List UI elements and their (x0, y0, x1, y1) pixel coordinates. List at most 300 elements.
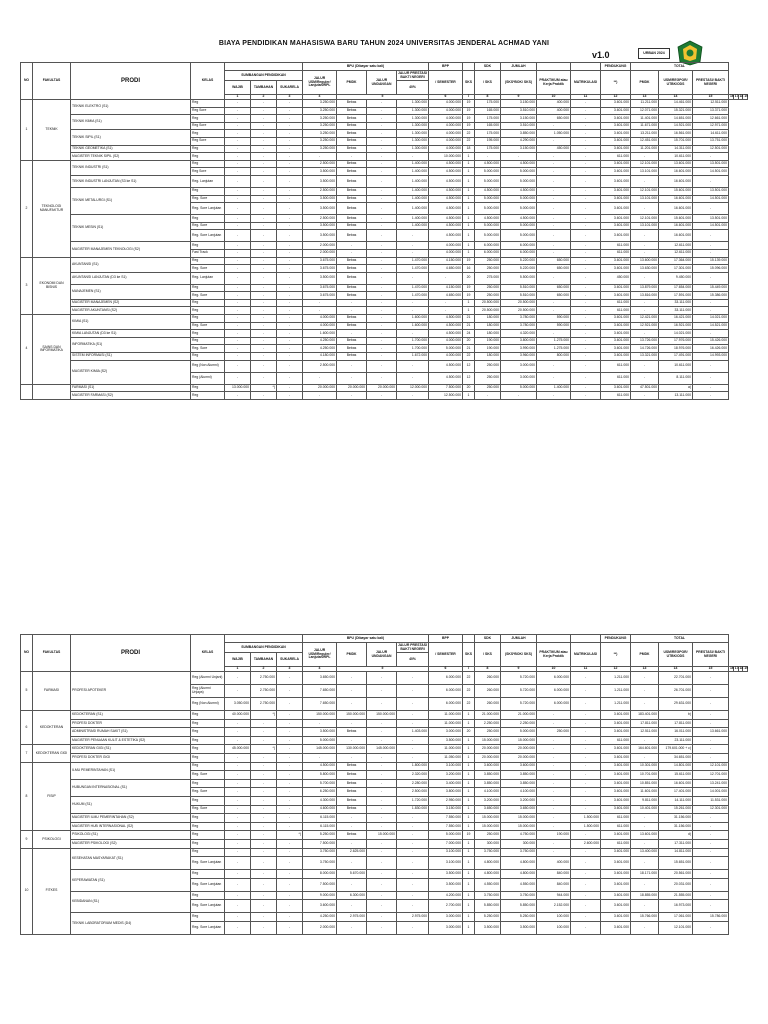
cell-value: - (225, 814, 251, 823)
cell-value: 15.601.000 (659, 187, 693, 195)
cell-value: 20.500.000 (501, 299, 537, 307)
cell-value: 250.000 (475, 292, 501, 300)
prodi-name: AKUNTANSI LANJUTAN (D3 ke S1) (71, 272, 191, 284)
cell-value: - (251, 145, 277, 153)
cell-value: 1.211.000 (601, 698, 631, 711)
cell-value: 4.500.000 (429, 160, 463, 168)
cell-value: - (631, 360, 659, 372)
cell-value: - (367, 345, 397, 353)
cell-value: 1 (463, 814, 475, 823)
cell-value: - (631, 203, 659, 215)
cell-value: 3.780.000 (501, 322, 537, 330)
cell-value: 3.960.000 (501, 353, 537, 361)
cell-value: 4.500.000 (303, 762, 337, 771)
cell-value: 5.000.000 (475, 203, 501, 215)
cell-value: 9.811.000 (631, 796, 659, 805)
cell-value: - (225, 242, 251, 250)
table-row (21, 175, 748, 187)
cell-value: 4.650.000 (429, 265, 463, 273)
cell-value: - (397, 685, 429, 698)
cell-value: 150.000.000 (367, 711, 397, 720)
cell-value: - (693, 698, 729, 711)
cell-value: 13.661.000 (693, 728, 729, 737)
cell-value: 1.720.000 (397, 796, 429, 805)
cell-value: 3.250.000 (303, 145, 337, 153)
cell-value: - (631, 672, 659, 685)
faculty-number: 2 (21, 160, 33, 257)
cell-value: - (571, 257, 601, 265)
cell-value: - (429, 307, 463, 315)
table-row (21, 672, 748, 685)
cell-value: 3.601.000 (601, 384, 631, 392)
cell-value: 5.000.000 (501, 195, 537, 203)
cell-value: - (367, 292, 397, 300)
cell-value: - (225, 137, 251, 145)
cell-value: Bebas (337, 292, 367, 300)
cell-value: - (251, 330, 277, 338)
cell-value: 650.000 (537, 115, 571, 123)
cell-value: - (571, 900, 601, 913)
cell-value: 14.021.000 (659, 330, 693, 338)
cell-value: - (251, 796, 277, 805)
cell-value: 4.500.000 (429, 187, 463, 195)
cell-value: 944.000 (537, 891, 571, 900)
cell-value: - (225, 160, 251, 168)
cell-value: - (251, 736, 277, 745)
cell-value: 183.401.000 (631, 711, 659, 720)
col-percent: 40% (397, 653, 429, 667)
kelas-value: Reg (191, 153, 225, 161)
cell-value: 260.000 (475, 672, 501, 685)
cell-value: - (277, 242, 303, 250)
cell-value: - (693, 736, 729, 745)
cell-value: 4.290.000 (501, 137, 537, 145)
cell-value: 3.601.000 (601, 115, 631, 123)
cell-value: 20.031.000 (659, 878, 693, 891)
cell-value: 1 (463, 857, 475, 870)
cell-value: - (225, 222, 251, 230)
col-wajib: WAJIB (225, 653, 251, 667)
kelas-value: Reg (191, 145, 225, 153)
cell-value: 20.000.000 (501, 753, 537, 762)
prodi-name: ILMU PEMERINTAHAN (S1) (71, 762, 191, 779)
cell-value: 5.000.000 (501, 728, 537, 737)
cell-value: 3.601.000 (601, 779, 631, 788)
table-row (21, 353, 748, 361)
cell-value: 1.300.000 (397, 100, 429, 108)
cell-value: - (277, 857, 303, 870)
col-matrikulasi-top (571, 635, 601, 643)
cell-value: 6.000.000 (429, 672, 463, 685)
cell-value: *) (251, 711, 277, 720)
table-row (21, 728, 748, 737)
cell-value: 4.100.000 (475, 788, 501, 797)
cell-value: - (571, 230, 601, 242)
col-tambahan: TAMBAHAN (251, 81, 277, 95)
cell-value: 650.000 (537, 257, 571, 265)
cell-value: 17.061.000 (659, 913, 693, 922)
cell-value: - (631, 698, 659, 711)
cell-value: - (693, 745, 729, 754)
prodi-name: PROFESI APOTEKER (71, 672, 191, 711)
cell-value: - (277, 913, 303, 922)
cell-value: 3.650.000 (501, 805, 537, 814)
cell-value: 5.250.000 (475, 913, 501, 922)
kelas-value: Reg (191, 384, 225, 392)
cell-value: - (693, 839, 729, 848)
table-row (21, 796, 748, 805)
kelas-value: Reg (191, 891, 225, 900)
cell-value: 400.000 (537, 857, 571, 870)
cell-value: 12.421.000 (631, 315, 659, 323)
cell-value: - (571, 299, 601, 307)
kelas-value: Reg. Lanjutan (191, 175, 225, 187)
cell-value: - (571, 272, 601, 284)
col-total-prestasi: PRESTASI/ BAKTI NEGERI (693, 71, 729, 95)
cell-value: 5.720.000 (501, 685, 537, 698)
cell-value: 20.500.000 (475, 307, 501, 315)
cell-value: 12 (463, 372, 475, 384)
cell-value: 3.100.000 (429, 848, 463, 857)
kelas-value: Reg (Non Alumni) (191, 698, 225, 711)
cell-value: - (367, 122, 397, 130)
cell-value: - (367, 115, 397, 123)
cell-value: - (631, 242, 659, 250)
cell-value: *) (251, 745, 277, 754)
cell-value: 3.601.000 (601, 130, 631, 138)
cell-value: - (367, 878, 397, 891)
cell-value: - (571, 284, 601, 292)
col-prodi: PRODI (71, 635, 191, 672)
cell-value: 1.672.000 (397, 353, 429, 361)
col-number: 1 (225, 667, 251, 672)
cell-value: 590.000 (537, 322, 571, 330)
cell-value: 250.000 (475, 831, 501, 840)
cell-value: - (571, 100, 601, 108)
cell-value: - (571, 203, 601, 215)
cell-value: 4.500.000 (429, 230, 463, 242)
cell-value: 1 (463, 230, 475, 242)
cell-value: - (277, 222, 303, 230)
cell-value: 4.000.000 (429, 115, 463, 123)
cell-value: 6.000.000 (429, 685, 463, 698)
cell-value: - (225, 337, 251, 345)
cell-value: 3.750.000 (303, 857, 337, 870)
table-row (21, 257, 748, 265)
cell-value: 1.400.000 (397, 195, 429, 203)
table-row (21, 814, 748, 823)
kelas-value: Reg (191, 215, 225, 223)
cell-value: 3.780.000 (501, 315, 537, 323)
col-sumbangan: SUMBANGAN PENDIDIKAN (225, 643, 303, 653)
cell-value: 12.071.000 (631, 107, 659, 115)
cell-value: 3.250.000 (303, 122, 337, 130)
kelas-value: Reg. Sore Lanjutan (191, 203, 225, 215)
col-number: 5 (337, 95, 429, 100)
prodi-name: ADMINISTRASI RUMAH SAKIT (S1) (71, 728, 191, 737)
cell-value: - (225, 168, 251, 176)
cell-value: - (277, 822, 303, 831)
cell-value: - (571, 153, 601, 161)
cell-value: 650.000 (537, 284, 571, 292)
cell-value: 15.601.000 (659, 215, 693, 223)
cell-value: 14.021.000 (693, 315, 729, 323)
cell-value: - (251, 788, 277, 797)
cell-value: 1.600.000 (397, 315, 429, 323)
cell-value: 4.800.000 (475, 857, 501, 870)
cell-value: 19 (463, 122, 475, 130)
cell-value: - (367, 272, 397, 284)
faculty-number: 8 (21, 762, 33, 831)
faculty-name: FARMASI (33, 672, 71, 711)
cell-value: - (277, 322, 303, 330)
cell-value: - (571, 315, 601, 323)
cell-value: 3.601.000 (601, 160, 631, 168)
cell-value: - (631, 307, 659, 315)
cell-value: - (225, 107, 251, 115)
cell-value: Bebas (337, 353, 367, 361)
prodi-name: AKUNTANSI (S1) (71, 257, 191, 272)
cell-value: - (693, 272, 729, 284)
cell-value: - (631, 272, 659, 284)
cell-value: 14.651.000 (659, 115, 693, 123)
cell-value: - (537, 299, 571, 307)
cell-value: - (251, 107, 277, 115)
col-no: NO (21, 635, 33, 672)
cell-value: 1 (463, 222, 475, 230)
kelas-value: Reg. Sore (191, 292, 225, 300)
cell-value: - (225, 215, 251, 223)
cell-value: - (693, 921, 729, 934)
cell-value: 3.601.000 (601, 921, 631, 934)
cell-value: 10.611.000 (659, 153, 693, 161)
cell-value: 18 (463, 145, 475, 153)
cell-value: 3.601.000 (601, 175, 631, 187)
cell-value: 15.261.000 (659, 805, 693, 814)
cell-value: 175.000 (475, 115, 501, 123)
col-total-prestasi: PRESTASI/ BAKTI NEGERI (693, 643, 729, 667)
cell-value: 611.000 (601, 307, 631, 315)
cell-value: 22 (463, 130, 475, 138)
faculty-number: 7 (21, 745, 33, 762)
cell-value: - (571, 685, 601, 698)
cell-value: 3.601.000 (601, 753, 631, 762)
cell-value: - (337, 685, 367, 698)
cell-value: - (367, 736, 397, 745)
cell-value: Bebas (337, 322, 367, 330)
cell-value: 3.500.000 (303, 195, 337, 203)
col-number: 16 (730, 666, 734, 671)
cell-value: - (693, 153, 729, 161)
table-row (21, 831, 748, 840)
cell-value: - (571, 771, 601, 780)
cell-value: 6.115.000 (303, 814, 337, 823)
cell-value: 2.500.000 (303, 215, 337, 223)
cell-value: 5.000.000 (501, 230, 537, 242)
cell-value: 19 (463, 100, 475, 108)
cell-value: 16.601.000 (659, 203, 693, 215)
cell-value: - (225, 672, 251, 685)
cell-value: - (251, 345, 277, 353)
cell-value: 1.211.000 (601, 672, 631, 685)
kelas-value: Reg (191, 762, 225, 771)
cell-value: 22 (463, 685, 475, 698)
cell-value: - (571, 392, 601, 400)
cell-value: 5.720.000 (501, 698, 537, 711)
cell-value: - (631, 299, 659, 307)
cell-value: - (537, 168, 571, 176)
cell-value: 4.800.000 (501, 870, 537, 879)
col-sumbangan-top (225, 635, 303, 643)
kelas-value: Reg (191, 839, 225, 848)
cell-value: 3.601.000 (601, 345, 631, 353)
cell-value: 3.500.000 (429, 736, 463, 745)
cell-value: 6.115.000 (303, 822, 337, 831)
col-number: 15 (693, 95, 729, 100)
cell-value: 3.750.000 (475, 848, 501, 857)
cell-value: 3.601.000 (601, 788, 631, 797)
cell-value: 16.426.000 (693, 345, 729, 353)
cell-value: 13.101.000 (631, 195, 659, 203)
cell-value: 3.100.000 (429, 857, 463, 870)
cell-value: - (251, 195, 277, 203)
cell-value: - (277, 762, 303, 771)
cell-value: - (571, 265, 601, 273)
cell-value: 11.671.000 (631, 122, 659, 130)
cell-value: - (537, 779, 571, 788)
cell-value: 4.500.000 (429, 322, 463, 330)
cell-value: 7.650.000 (303, 698, 337, 711)
cell-value: 3.601.000 (601, 315, 631, 323)
cell-value: 3.601.000 (601, 831, 631, 840)
kelas-value: Reg (191, 257, 225, 265)
cell-value: 4.000.000 (429, 137, 463, 145)
cell-value: 250.000 (475, 265, 501, 273)
cell-value: 3.500.000 (303, 230, 337, 242)
cell-value: - (277, 215, 303, 223)
cell-value: - (251, 878, 277, 891)
cell-value: Bebas (337, 115, 367, 123)
cell-value: 13.601.000 (631, 831, 659, 840)
cell-value: 10.000.000 (429, 153, 463, 161)
cell-value: - (429, 272, 463, 284)
cell-value: 250.000 (475, 360, 501, 372)
cell-value: - (501, 392, 537, 400)
cell-value: Bebas (337, 728, 367, 737)
cell-value: 179.601.000 + c) (659, 745, 693, 754)
cell-value: - (367, 242, 397, 250)
cell-value: - (251, 762, 277, 771)
cell-value: 4.000.000 (429, 249, 463, 257)
urban-badge: URBAN 2024 (638, 48, 670, 59)
cell-value: 21.000.000 (501, 711, 537, 720)
cell-value: 1 (463, 796, 475, 805)
cell-value: 2.000.000 (303, 242, 337, 250)
cell-value: 1 (463, 719, 475, 728)
cell-value: 14.521.000 (693, 322, 729, 330)
cell-value: - (367, 796, 397, 805)
cell-value: - (537, 222, 571, 230)
cell-value: - (367, 360, 397, 372)
cell-value: - (277, 122, 303, 130)
cell-value: 13.601.000 (659, 160, 693, 168)
cell-value: 1.470.000 (397, 257, 429, 265)
cell-value: 17.301.000 (659, 265, 693, 273)
cell-value: 20 (463, 337, 475, 345)
cell-value: - (631, 900, 659, 913)
prodi-name: HUKUM (S1) (71, 796, 191, 813)
cell-value: 18.171.000 (631, 870, 659, 879)
cell-value: - (571, 762, 601, 771)
cell-value: - (251, 175, 277, 187)
cell-value: 6.000.000 (475, 242, 501, 250)
cell-value: 6.000.000 (429, 698, 463, 711)
cell-value: 5.670.000 (337, 870, 367, 879)
cell-value: 1 (463, 891, 475, 900)
col-no: NO (21, 63, 33, 100)
cell-value: - (537, 762, 571, 771)
cell-value: 3.250.000 (303, 137, 337, 145)
cell-value: 5.800.000 (303, 771, 337, 780)
cell-value: - (571, 107, 601, 115)
cell-value: - (225, 203, 251, 215)
cell-value: 16.601.000 (659, 168, 693, 176)
cell-value: Bebas (337, 284, 367, 292)
cell-value: - (367, 175, 397, 187)
cell-value: 1.800.000 (397, 762, 429, 771)
cell-value: - (251, 265, 277, 273)
cell-value: - (277, 736, 303, 745)
cell-value: - (537, 736, 571, 745)
cell-value: - (251, 292, 277, 300)
cell-value: 17.811.000 (631, 719, 659, 728)
cell-value: 14.501.000 (693, 195, 729, 203)
cell-value: 47.501.000 (631, 384, 659, 392)
table-row (21, 762, 748, 771)
cell-value: 1 (463, 878, 475, 891)
cell-value: 1 (463, 848, 475, 857)
cell-value: - (277, 203, 303, 215)
cell-value: Bebas (337, 257, 367, 265)
cell-value: 3.601.000 (601, 145, 631, 153)
cell-value: 300.000 (501, 839, 537, 848)
cell-value: - (631, 372, 659, 384)
cell-value: - (367, 762, 397, 771)
cell-value: 3.750.000 (475, 891, 501, 900)
cell-value: - (537, 122, 571, 130)
cell-value: 611.000 (601, 814, 631, 823)
cell-value: 3.601.000 (601, 353, 631, 361)
cell-value: - (571, 130, 601, 138)
col-number: 11 (571, 95, 601, 100)
faculty-name: KEDOKTERAN GIGI (33, 745, 71, 762)
col-number: 2 (251, 667, 277, 672)
cell-value: - (225, 292, 251, 300)
cell-value: - (571, 857, 601, 870)
cell-value: - (631, 822, 659, 831)
cell-value: - (251, 230, 277, 242)
cell-value: 12.301.000 (693, 805, 729, 814)
cell-value: 6.000.000 (537, 698, 571, 711)
cell-value: - (397, 831, 429, 840)
cell-value: - (571, 921, 601, 934)
cell-value: - (225, 130, 251, 138)
cell-value: 15.000.000 (475, 822, 501, 831)
cell-value: - (693, 711, 729, 720)
col-per-semester: / SEMESTER (429, 71, 463, 95)
cell-value: - (571, 779, 601, 788)
col-sukarela: SUKARELA (277, 81, 303, 95)
